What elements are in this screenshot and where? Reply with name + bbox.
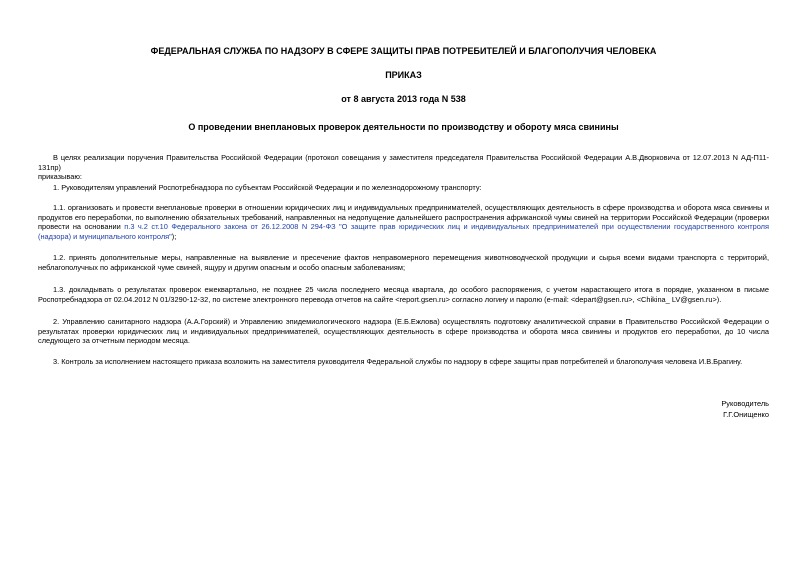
item-1-1-text: 1.1. организовать и провести внеплановые проверки в отношении юридических лиц и индивидуальных предпринимателей, осуществляющих деятельность в сфере производства и оборота мяса свинины и продуктов его переработки, по выполнению обязательных требований, направленных на недопущение дальнейшего распространения африканской чумы свиней на территории Российской Федерации (проверки провести на основании (38, 203, 769, 232)
preamble: В целях реализации поручения Правительства Российской Федерации (протокол совещания у заместителя председателя Правительства Российской Федерации А.В.Дворковича от 12.07.2013 N АД-П11-131пр) (38, 153, 769, 172)
signatory-position: Руководитель (721, 399, 769, 408)
item-1-3: 1.3. докладывать о результатах проверок ежеквартально, не позднее 25 числа последнего месяца квартала, до особого распоряжения, с учетом нарастающего итога в порядке, указанном в письме Роспотребнадзора от 02.04.2012 N 01/3290-12-32, по системе электронного перевода отчетов на сайте <report.gsen.ru> согласно логину и паролю (e-mail: <depart@gsen.ru>, <Chikina_ LV@gsen.ru>). (38, 285, 769, 304)
signatory-name: Г.Г.Онищенко (723, 410, 769, 419)
document-title: О проведении внеплановых проверок деятельности по производству и обороту мяса свинины (188, 122, 619, 132)
order-word: приказываю: (38, 172, 82, 181)
item-1: 1. Руководителям управлений Роспотребнадзора по субъектам Российской Федерации и по железнодорожному транспорту: (53, 183, 482, 192)
item-1-1 (38, 203, 769, 241)
item-3: 3. Контроль за исполнением настоящего приказа возложить на заместителя руководителя Федеральной службы по надзору в сфере защиты прав потребителей и благополучия человека И.В.Брагину. (53, 357, 743, 366)
document-type: ПРИКАЗ (385, 70, 422, 80)
document-date-number: от 8 августа 2013 года N 538 (341, 94, 466, 104)
agency-name: ФЕДЕРАЛЬНАЯ СЛУЖБА ПО НАДЗОРУ В СФЕРЕ ЗАЩИТЫ ПРАВ ПОТРЕБИТЕЛЕЙ И БЛАГОПОЛУЧИЯ ЧЕЛОВЕКА (150, 46, 657, 56)
item-2: 2. Управлению санитарного надзора (А.А.Горский) и Управлению эпидемиологического надзора (Е.Б.Ежлова) осуществлять подготовку аналитической справки в Правительство Российской Федерации о результатах проверки юридических лиц и индивидуальных предпринимателей, осуществляющих деятельность в сфере производства и оборота мяса свинины и продуктов его переработки, до 10 числа следующего за отчетным периодом месяца. (38, 317, 769, 346)
item-1-2: 1.2. принять дополнительные меры, направленные на выявление и пресечение фактов неправомерного перемещения животноводческой продукции и сырья всеми видами транспорта с территорий, неблагополучных по африканской чуме свиней, ящуру и другим опасным и особо опасным заболеваниям; (38, 253, 769, 272)
item-1-1-end: ); (171, 231, 177, 241)
law-link[interactable]: п.3 ч.2 ст.10 Федерального закона от 26.12.2008 N 294-ФЗ "О защите прав юридических лиц и индивидуальных предпринимателей при осуществлении государственного контроля (надзора) и муниципального контроля" (38, 222, 769, 241)
